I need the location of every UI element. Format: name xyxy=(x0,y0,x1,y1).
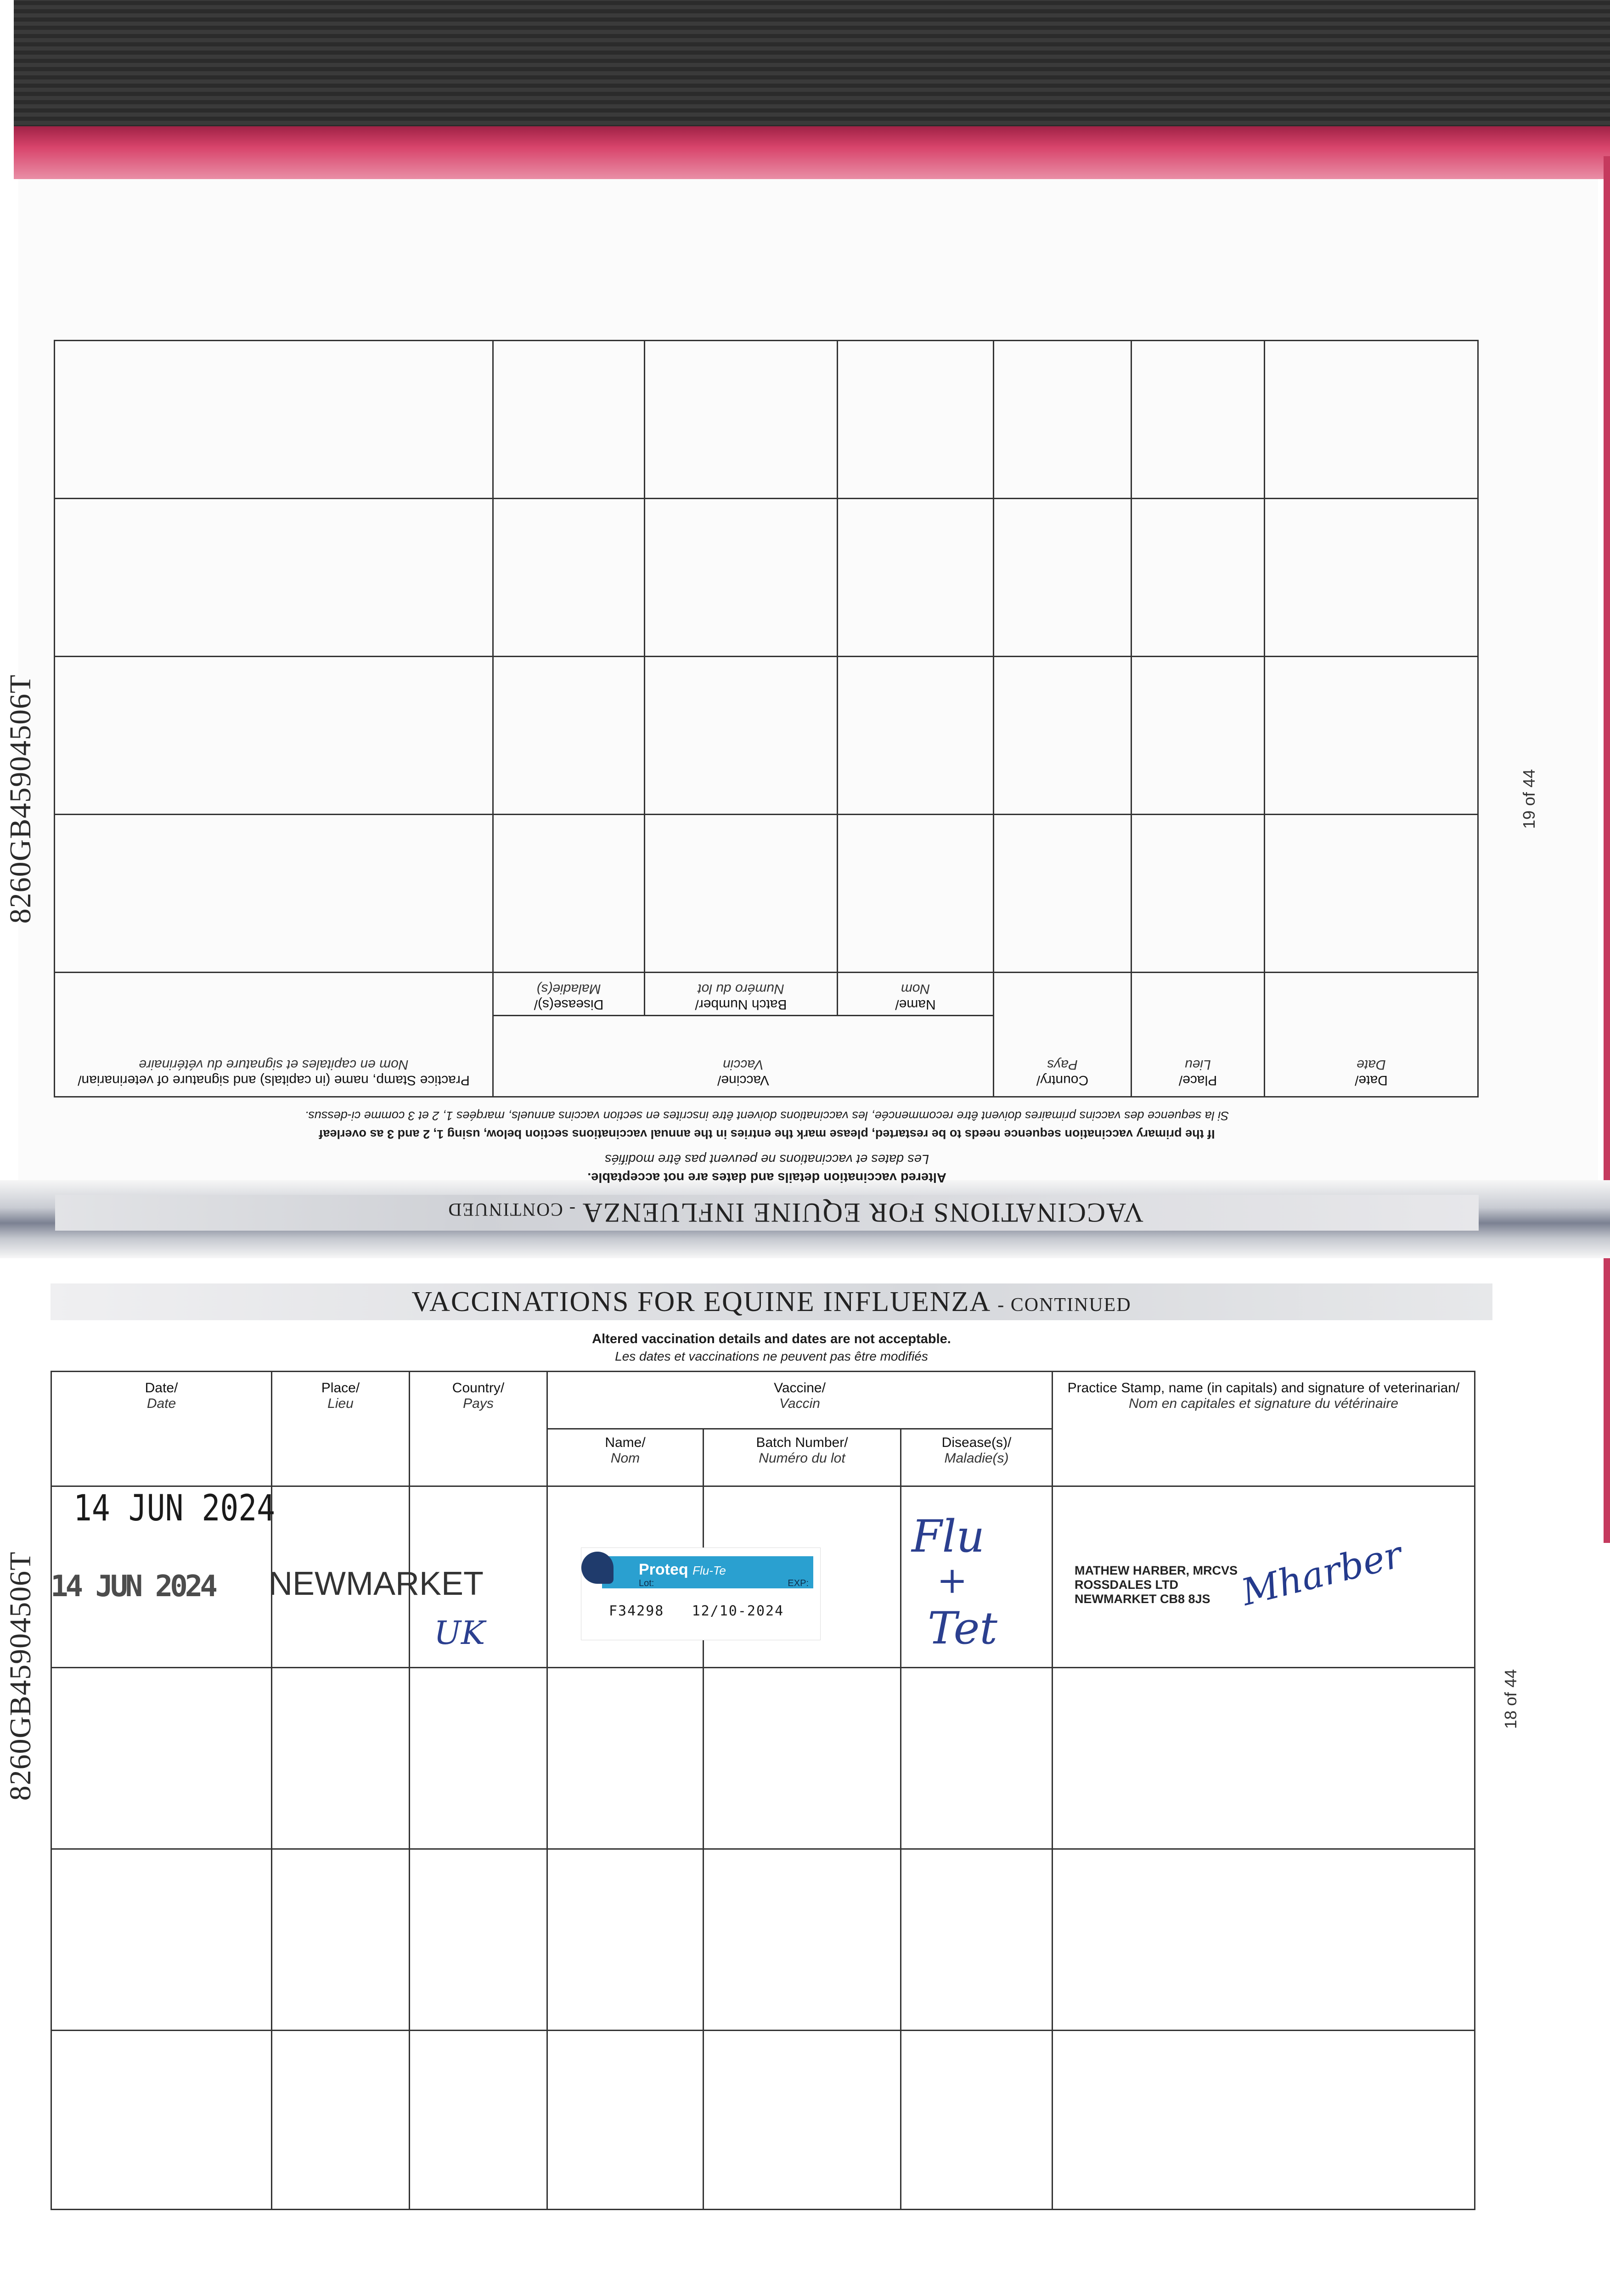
upper-header-vaccine: Vaccine/ Vaccin xyxy=(493,1015,993,1097)
upper-notice-en: Altered vaccination details and dates are not acceptable. xyxy=(587,1170,946,1185)
date-stamp-smudged: 14 JUN 2024 xyxy=(51,1570,215,1604)
date-stamp: 14 JUN 2024 xyxy=(73,1488,276,1529)
upper-header-place: Place/ Lieu xyxy=(1132,972,1265,1097)
lower-notice-en: Altered vaccination details and dates are not acceptable. xyxy=(592,1332,951,1346)
water-drop-logo-icon xyxy=(581,1552,614,1584)
batch-code: F34298 xyxy=(609,1603,664,1619)
lower-header-country: Country/ Pays xyxy=(410,1372,547,1486)
lot-label: Lot: xyxy=(639,1578,654,1588)
lower-header-disease: Disease(s)/ Maladie(s) xyxy=(901,1429,1053,1486)
lower-notice-fr: Les dates et vaccinations ne peuvent pas être modifiés xyxy=(615,1349,928,1363)
lower-header-place: Place/ Lieu xyxy=(272,1372,410,1486)
expiry-date: 12/10-2024 xyxy=(692,1603,784,1619)
table-row xyxy=(51,2031,1475,2210)
upper-page-title: VACCINATIONS FOR EQUINE INFLUENZA - CONTINUED xyxy=(55,1195,1479,1231)
exp-label: EXP: xyxy=(788,1578,809,1588)
upper-page xyxy=(55,294,1479,1231)
upper-vaccination-table xyxy=(54,340,1479,1097)
lower-header-batch: Batch Number/ Numéro du lot xyxy=(704,1429,901,1486)
upper-restart-en: If the primary vaccination sequence needs to be restarted, please mark the entries in the annual vaccinations section below, using 1, 2 and 3 as overleaf xyxy=(319,1127,1215,1141)
lower-page-title: VACCINATIONS FOR EQUINE INFLUENZA - CONTINUED xyxy=(51,1283,1492,1320)
table-row xyxy=(54,657,1478,815)
upper-header-date: Date/ Date xyxy=(1265,972,1478,1097)
sticker-band xyxy=(602,1556,813,1588)
vet-address-stamp: NEWMARKET CB8 8JS xyxy=(1075,1592,1210,1606)
upper-header-name: Name/ Nom xyxy=(838,972,994,1015)
disease-line-1: Flu xyxy=(912,1511,985,1562)
vet-signature: Mharber xyxy=(1237,1533,1407,1614)
lower-header-date: Date/ Date xyxy=(51,1372,272,1486)
vet-practice-stamp: ROSSDALES LTD xyxy=(1075,1578,1179,1592)
passport-cover-right-edge xyxy=(1604,156,1610,1543)
upper-header-country: Country/ Pays xyxy=(994,972,1132,1097)
table-row xyxy=(54,341,1478,499)
disease-line-3: Tet xyxy=(928,1603,997,1654)
place-stamp: NEWMARKET xyxy=(269,1565,484,1602)
country-handwritten: UK xyxy=(434,1614,485,1652)
vaccine-product: Flu-Te xyxy=(692,1564,726,1577)
upper-header-disease: Disease(s)/ Maladie(s) xyxy=(493,972,644,1015)
lower-header-name: Name/ Nom xyxy=(547,1429,704,1486)
upper-header-stamp: Practice Stamp, name (in capitals) and signature of veterinarian/ Nom en capitales et signature du vétérinaire xyxy=(54,972,493,1097)
upper-restart-fr: Si la sequence des vaccins primaires doivent être recommencée, les vaccinations doivent être inscrites en section vaccins annuels, marqées 1, 2 et 3 comme ci-dessus. xyxy=(304,1109,1229,1123)
table-row xyxy=(51,1849,1475,2031)
lower-header-vaccine: Vaccine/ Vaccin xyxy=(547,1372,1053,1429)
passport-cover-edge xyxy=(14,126,1610,179)
lower-header-stamp: Practice Stamp, name (in capitals) and signature of veterinarian/ Nom en capitales et signature du vétérinaire xyxy=(1053,1372,1475,1486)
table-row xyxy=(51,1668,1475,1849)
table-row xyxy=(54,499,1478,657)
vaccine-batch-sticker xyxy=(581,1548,821,1640)
upper-header-batch: Batch Number/ Numéro du lot xyxy=(645,972,838,1015)
vaccine-brand: Proteq xyxy=(639,1561,688,1578)
table-row xyxy=(54,815,1478,973)
vet-name-stamp: MATHEW HARBER, MRCVS xyxy=(1075,1564,1238,1577)
scan-top-edge xyxy=(14,0,1610,133)
upper-notice-fr: Les dates et vaccinations ne peuvent pas être modifiés xyxy=(604,1152,929,1166)
disease-line-2: + xyxy=(937,1559,968,1602)
